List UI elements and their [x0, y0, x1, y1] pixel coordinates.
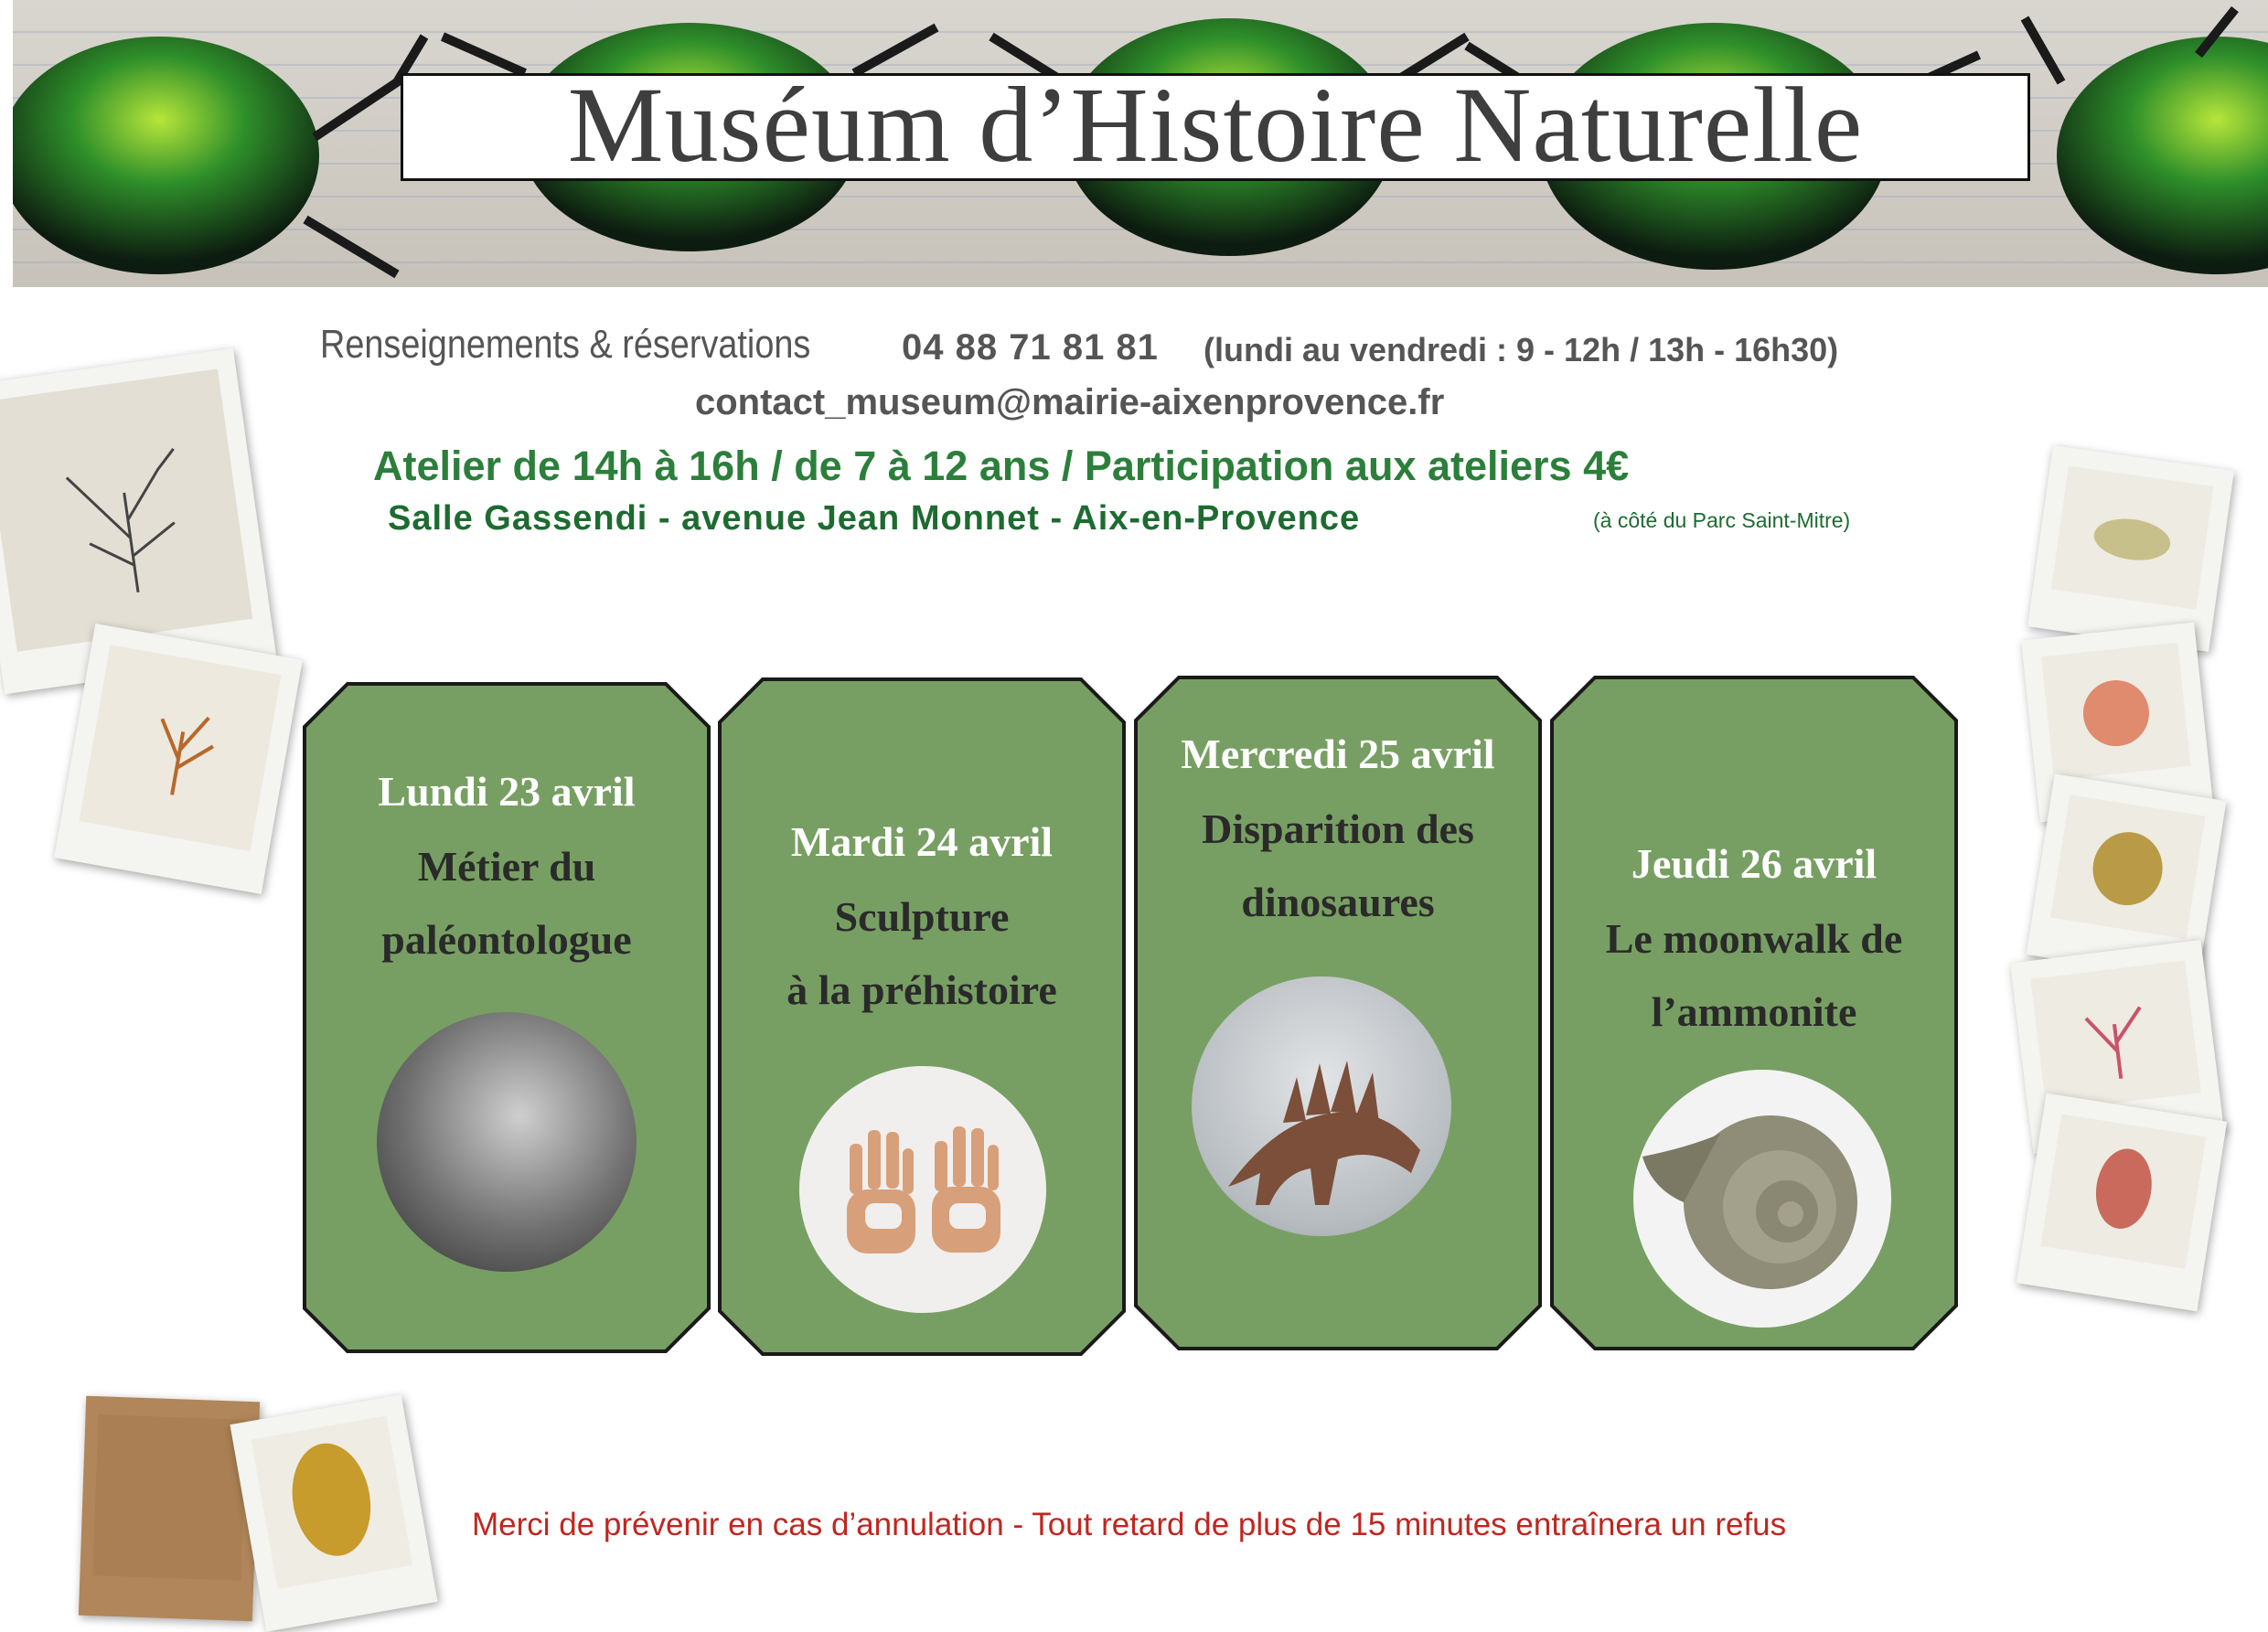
- title-box: [401, 65, 2030, 185]
- stegosaurus-toy-photo: [1192, 976, 1451, 1236]
- workshop-card-monday[interactable]: [302, 681, 711, 1354]
- atelier-info: Atelier de 14h à 16h / de 7 à 12 ans / Participation aux ateliers 4€: [373, 443, 1630, 489]
- contact-email[interactable]: contact_museum@mairie-aixenprovence.fr: [695, 382, 1445, 422]
- ammonite-icon: [1633, 1070, 1891, 1328]
- workshop-title-line2: paléontologue: [381, 916, 632, 963]
- seaweed-specimen-image: [0, 368, 252, 651]
- location-address: Salle Gassendi - avenue Jean Monnet - Aix-en-Provence: [388, 499, 1361, 538]
- workshop-title-line2: à la préhistoire: [786, 966, 1057, 1013]
- herbarium-polaroid: [2027, 445, 2234, 652]
- dinosaur-icon: [1192, 976, 1451, 1236]
- workshop-title-line1: Métier du: [417, 843, 596, 890]
- workshop-day: Mercredi 25 avril: [1181, 731, 1495, 777]
- clay-handprints-photo: [799, 1066, 1046, 1313]
- seaweed-specimen-image: [2050, 795, 2205, 939]
- seaweed-specimen-image: [2051, 466, 2213, 610]
- herbarium-polaroid: [2017, 1093, 2227, 1312]
- leaf-specimen-image: [251, 1415, 413, 1589]
- workshop-card-thursday[interactable]: [1549, 675, 1959, 1351]
- seaweed-specimen-image: [2040, 1115, 2206, 1269]
- workshop-title-line2: l’ammonite: [1651, 988, 1857, 1035]
- workshop-day: Lundi 23 avril: [378, 768, 636, 815]
- contact-label: Renseignements & réservations: [320, 322, 811, 367]
- workshop-title-line2: dinosaures: [1241, 879, 1435, 925]
- seaweed-specimen-image: [2030, 960, 2201, 1112]
- workshop-card-wednesday[interactable]: [1133, 675, 1543, 1351]
- fossil-excavation-hands-photo: [377, 1012, 637, 1272]
- workshop-title-line1: Le moonwalk de: [1605, 915, 1903, 962]
- workshop-card-tuesday[interactable]: [717, 677, 1127, 1357]
- contact-phone[interactable]: 04 88 71 81 81: [902, 327, 1159, 368]
- seaweed-specimen-image: [80, 645, 282, 851]
- handprint-icon: [799, 1066, 1046, 1313]
- location-note: (à côté du Parc Saint-Mitre): [1593, 508, 1851, 532]
- herbarium-polaroid: [54, 624, 303, 894]
- contact-hours: (lundi au vendredi : 9 - 12h / 13h - 16h30): [1204, 331, 1839, 368]
- workshop-title-line1: Disparition des: [1202, 805, 1474, 852]
- workshop-title-line1: Sculpture: [834, 893, 1010, 940]
- header-banner: [13, 0, 2268, 287]
- ammonite-fossil-photo: [1633, 1070, 1891, 1328]
- seaweed-specimen-image: [2041, 643, 2190, 781]
- workshop-day: Jeudi 26 avril: [1631, 840, 1878, 887]
- footer-notice: Merci de prévenir en cas d’annulation - Tout retard de plus de 15 minutes entraînera un refus: [472, 1507, 1787, 1542]
- page-title: Muséum d’Histoire Naturelle: [567, 65, 1864, 185]
- herbarium-polaroid: [230, 1394, 437, 1631]
- workshop-day: Mardi 24 avril: [790, 818, 1054, 865]
